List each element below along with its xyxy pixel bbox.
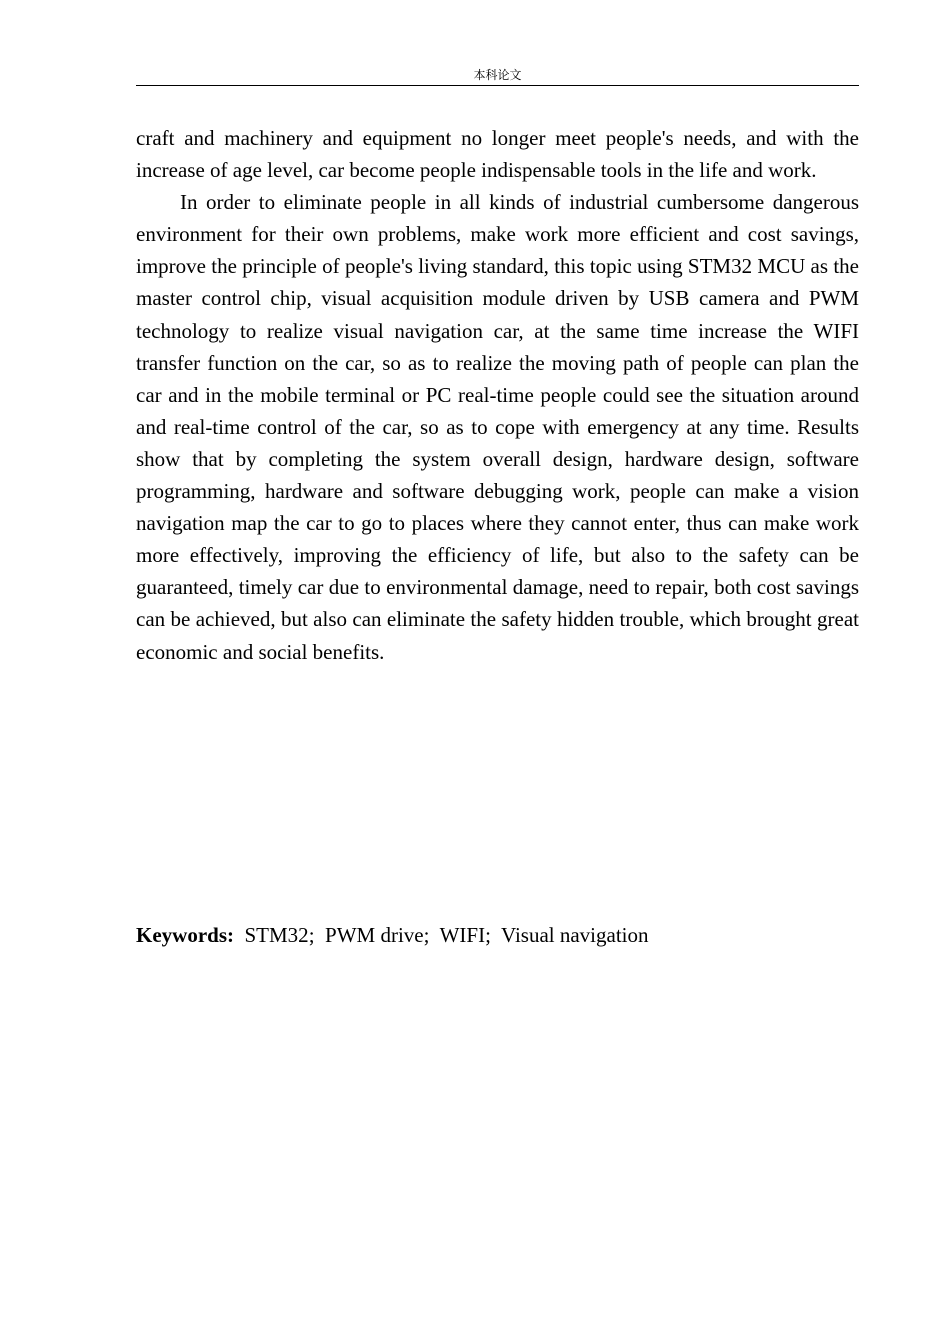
keywords-label: Keywords: xyxy=(136,923,234,947)
keyword-item: Visual navigation xyxy=(501,923,649,947)
abstract-body xyxy=(136,122,859,668)
abstract-paragraph-continued: craft and machinery and equipment no longer meet people's needs, and with the increase of age level, car become people indispensable tools in the life and work. xyxy=(136,126,859,183)
running-header: 本科论文 xyxy=(473,68,522,82)
keywords-line: Keywords: STM32; PWM drive; WIFI; Visual navigation xyxy=(136,923,649,947)
keyword-item: PWM drive xyxy=(325,923,424,947)
keyword-item: STM32 xyxy=(244,923,309,947)
abstract-paragraph: In order to eliminate people in all kinds of industrial cumbersome dangerous environment for their own problems, make work more efficient and cost savings, improve the principle of people's living standard, this topic using STM32 MCU as the master control chip, visual acquisition module driven by USB camera and PWM technology to realize visual navigation car, at the same time increase the WIFI transfer function on the car, so as to realize the moving path of people can plan the car and in the mobile terminal or PC real-time people could see the situation around and real-time control of the car, so as to cope with emergency at any time. Results show that by completing the system overall design, hardware design, software programming, hardware and software debugging work, people can make a vision navigation map the car to go to places where they cannot enter, thus can make work more effectively, improving the efficiency of life, but also to the safety can be guaranteed, timely car due to environmental damage, need to repair, both cost savings can be achieved, but also can eliminate the safety hidden trouble, which brought great economic and social benefits. xyxy=(136,190,859,664)
header-rule xyxy=(136,85,859,86)
keyword-item: WIFI xyxy=(439,923,486,947)
